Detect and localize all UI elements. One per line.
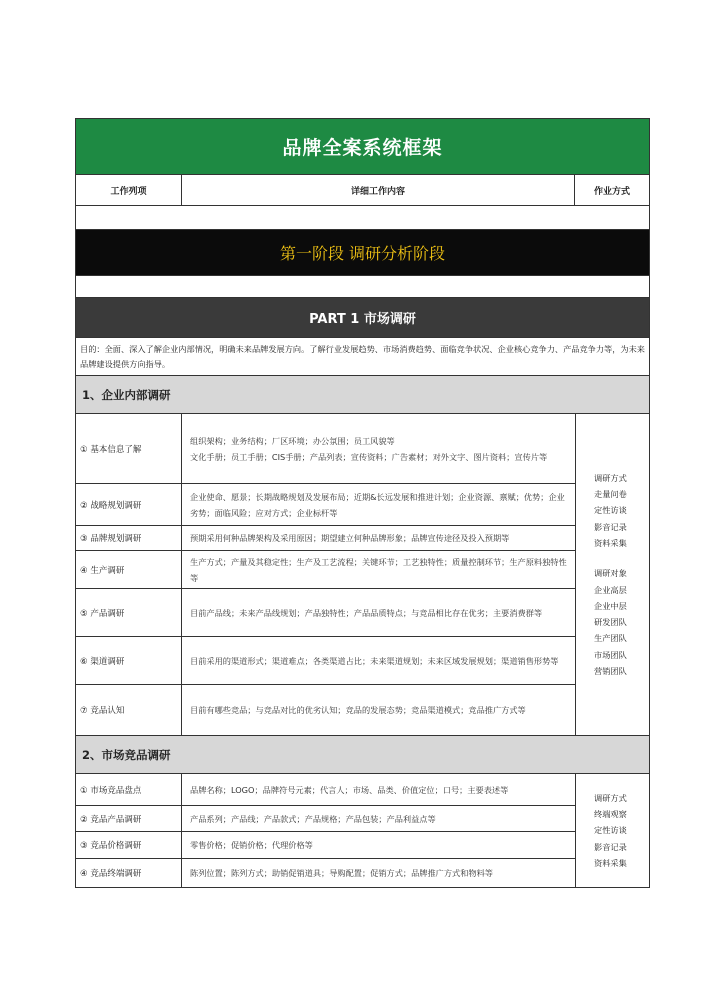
item-content (182, 832, 575, 858)
method-cell (575, 774, 649, 887)
table-header (76, 175, 649, 206)
spacer-row (76, 276, 649, 298)
goal-text: 目的：全面、深入了解企业内部情况，明确未来品牌发展方向。了解行业发展趋势、市场消费趋势、面临竞争状况、企业核心竞争力、产品竞争力等，为未来品牌建设提供方向指导。 (76, 338, 649, 376)
item-content-line: 目前产品线；未来产品线规划；产品独特性；产品品质特点；与竞品相比存在优劣；主要消费群等 (190, 607, 543, 618)
method-gap (594, 551, 649, 565)
header-method: 作业方式 (593, 186, 630, 197)
item-content-line: 企业使命、愿景；长期战略规划及发展布局；近期&长远发展和推进计划；企业资源、禀赋；优势；企业劣势；面临风险；应对方式；企业标杆等 (190, 491, 565, 518)
method-line: 市场团队 (594, 649, 627, 660)
item-content (182, 526, 575, 550)
page-title: 品牌全案系统框架 (76, 119, 649, 175)
item-content-line: 预期采用何种品牌架构及采用原因；期望建立何种品牌形象；品牌宣传途径及投入预期等 (190, 533, 510, 543)
table-row (76, 526, 575, 551)
table-row (76, 589, 575, 637)
item-content-line: 组织架构；业务结构；厂区环境；办公氛围；员工风貌等 (190, 435, 395, 446)
item-content-line: 产品系列；产品线；产品款式；产品规格；产品包装；产品利益点等 (190, 813, 436, 824)
item-name: ② 战略规划调研 (76, 484, 182, 525)
item-content (182, 637, 575, 684)
method-line: 营销团队 (594, 665, 627, 676)
table-row (76, 774, 575, 806)
item-name: ④ 竞品终端调研 (76, 859, 182, 887)
table-row (76, 637, 575, 685)
table-row (76, 414, 575, 484)
method-cell (575, 414, 649, 735)
section-body (76, 414, 649, 736)
method-line: 生产团队 (594, 633, 627, 644)
item-content (182, 589, 575, 636)
method-line: 调研方式 (594, 792, 627, 803)
section-title: 2、市场竞品调研 (76, 736, 649, 774)
method-line: 研发团队 (594, 617, 627, 628)
item-name: ⑤ 产品调研 (76, 589, 182, 636)
section-title: 1、企业内部调研 (76, 376, 649, 414)
framework-table (75, 118, 650, 888)
method-line: 资料采集 (594, 537, 627, 548)
header-work-item: 工作列项 (76, 175, 182, 205)
method-line: 影音记录 (594, 521, 627, 532)
item-name: ① 基本信息了解 (76, 414, 182, 483)
item-name: ④ 生产调研 (76, 551, 182, 588)
item-content-line: 目前有哪些竞品；与竞品对比的优劣认知；竞品的发展态势；竞品渠道模式；竞品推广方式等 (190, 705, 526, 715)
table-row (76, 806, 575, 832)
method-line: 定性访谈 (594, 505, 627, 516)
item-content-line: 生产方式；产量及其稳定性；生产及工艺流程；关键环节；工艺独特性；质量控制环节；生产原料独特性等 (190, 556, 567, 583)
phase-banner: 第一阶段 调研分析阶段 (76, 230, 649, 276)
item-content (182, 806, 575, 831)
item-name: ③ 竞品价格调研 (76, 832, 182, 858)
header-detail: 详细工作内容 (182, 175, 575, 205)
part-banner: PART 1 市场调研 (76, 298, 649, 338)
table-row (76, 484, 575, 526)
table-row (76, 859, 575, 887)
section-body (76, 774, 649, 887)
method-line: 调研对象 (594, 568, 627, 579)
table-row (76, 551, 575, 589)
item-content-line: 文化手册；员工手册；CIS手册；产品列表；宣传资料；广告素材；对外文字、图片资料；宣传片等 (190, 451, 548, 462)
item-content (182, 859, 575, 887)
item-content-line: 零售价格；促销价格；代理价格等 (190, 840, 313, 850)
method-line: 资料采集 (594, 857, 627, 868)
item-content-line: 陈列位置；陈列方式；助销促销道具；导购配置；促销方式；品牌推广方式和物料等 (190, 868, 493, 878)
method-line: 终端观察 (594, 809, 627, 820)
item-name: ③ 品牌规划调研 (76, 526, 182, 550)
method-line: 企业中层 (594, 600, 627, 611)
spacer-row (76, 206, 649, 230)
table-row (76, 685, 575, 735)
item-name: ② 竞品产品调研 (76, 806, 182, 831)
method-line: 走量问卷 (594, 489, 627, 500)
method-line: 影音记录 (594, 841, 627, 852)
item-name: ⑦ 竞品认知 (76, 685, 182, 735)
table-row (76, 832, 575, 859)
item-content (182, 774, 575, 805)
item-content-line: 目前采用的渠道形式；渠道难点；各类渠道占比；未来渠道规划；未来区域发展规划；渠道销售形势等 (190, 655, 559, 666)
item-content-line: 品牌名称；LOGO；品牌符号元素；代言人；市场、品类、价值定位；口号；主要表述等 (190, 784, 509, 795)
item-name: ⑥ 渠道调研 (76, 637, 182, 684)
item-content (182, 484, 575, 525)
item-name: ① 市场竞品盘点 (76, 774, 182, 805)
method-line: 定性访谈 (594, 825, 627, 836)
item-content (182, 551, 575, 588)
item-content (182, 685, 575, 735)
method-line: 企业高层 (594, 584, 627, 595)
method-line: 调研方式 (594, 472, 627, 483)
item-content (182, 414, 575, 483)
